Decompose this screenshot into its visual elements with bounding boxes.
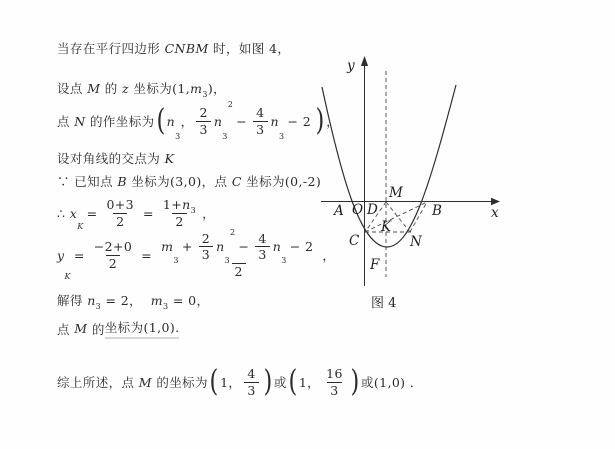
operator: = xyxy=(73,247,85,263)
big-fraction xyxy=(158,227,319,280)
math-run: K xyxy=(164,150,175,166)
superscript: 2 xyxy=(227,100,234,109)
solution-line-4 xyxy=(57,149,174,167)
subscript: 3 xyxy=(278,132,285,141)
math-run: M xyxy=(87,80,101,96)
figure-caption: 图 4 xyxy=(371,296,397,311)
text-run: 综上所述，点 xyxy=(57,375,139,390)
fraction-denominator: 2 xyxy=(172,213,186,230)
math-run: m xyxy=(161,238,174,254)
fraction-denominator: 2 xyxy=(232,263,246,280)
right-paren: ) xyxy=(350,364,360,399)
solution-line-7 xyxy=(57,227,336,281)
point-label-M: M xyxy=(389,185,403,201)
math-run: n xyxy=(182,196,191,212)
fraction xyxy=(160,197,199,229)
operator: + xyxy=(181,238,193,254)
text-run: 或(1,0) xyxy=(360,375,406,390)
fraction-numerator xyxy=(160,197,199,213)
text-run: 设点 xyxy=(57,81,88,96)
fraction xyxy=(91,239,135,271)
text-run: 时，如图 4， xyxy=(208,41,291,56)
math-run: M xyxy=(74,321,88,336)
fraction-denominator: 2 xyxy=(113,213,127,230)
math-run: CNBM xyxy=(164,40,209,56)
text-run: 解得 xyxy=(57,293,88,308)
math-run: z xyxy=(122,80,130,96)
parabola-diagram xyxy=(313,50,513,318)
operator: = xyxy=(86,205,98,221)
point-label-C: C xyxy=(349,233,360,249)
text-run: ， xyxy=(322,248,336,263)
text-run: 坐标为(3,0)，点 xyxy=(126,174,232,189)
point-label-N: N xyxy=(410,234,422,250)
subscript: K xyxy=(77,222,84,231)
fraction xyxy=(255,231,269,263)
fraction-numerator: 0+3 xyxy=(106,196,135,212)
fraction-numerator: 16 xyxy=(326,365,343,381)
fraction-denominator: 3 xyxy=(327,382,341,399)
left-paren: ( xyxy=(156,103,166,138)
text-run: − 2 xyxy=(287,113,312,129)
text-run: 点 xyxy=(57,321,75,337)
text-run: 坐标为(1, xyxy=(129,81,191,96)
point-label-B: B xyxy=(432,203,442,219)
operator: = xyxy=(141,247,153,263)
text-run: = 0， xyxy=(168,293,210,308)
math-run: x xyxy=(69,205,78,221)
solution-line-3 xyxy=(57,100,340,141)
text-run: )， xyxy=(207,81,227,96)
text-run: 点 xyxy=(57,114,75,129)
solution-line-10 xyxy=(57,364,423,400)
left-paren: ( xyxy=(209,364,219,399)
subscript: 3 xyxy=(173,255,179,265)
fraction xyxy=(196,105,210,137)
subscript: 3 xyxy=(175,132,181,141)
point-label-A: A xyxy=(334,203,344,219)
math-run: B xyxy=(117,173,127,189)
fraction-numerator: 2 xyxy=(201,230,211,246)
text-run: 的作坐标为 xyxy=(85,114,155,129)
point-label-D: D xyxy=(367,202,378,218)
fraction-numerator xyxy=(158,227,319,265)
figure-4 xyxy=(313,50,513,322)
math-run: n xyxy=(270,113,279,129)
solution-line-1 xyxy=(57,39,290,57)
point-label-F: F xyxy=(370,257,380,273)
text-run: ， xyxy=(180,114,194,129)
text-run: 1， xyxy=(298,375,321,390)
math-run: y xyxy=(57,247,65,263)
y-axis-arrow-icon xyxy=(361,56,368,66)
text-run: ， xyxy=(202,206,216,221)
operator: − 2 xyxy=(289,238,314,254)
text-run: 1+ xyxy=(162,196,183,212)
fraction-denominator: 2 xyxy=(106,255,120,272)
fraction-denominator: 3 xyxy=(253,121,267,138)
text-run: 的坐标为 xyxy=(151,375,208,390)
math-run: n xyxy=(87,292,96,308)
fraction-numerator: −2+0 xyxy=(93,238,133,254)
fraction-denominator: 3 xyxy=(244,382,258,399)
math-run: n xyxy=(213,113,223,129)
solution-line-9 xyxy=(57,318,179,339)
subscript: K xyxy=(64,272,71,281)
math-run: n xyxy=(272,238,282,254)
math-run: n xyxy=(166,113,176,129)
math-run: m xyxy=(190,80,203,96)
subscript: 3 xyxy=(190,205,197,215)
solution-line-8 xyxy=(57,291,209,309)
solution-line-5 xyxy=(57,172,321,190)
text-run: ∵ 已知点 xyxy=(57,174,118,189)
axis-label-x: x xyxy=(491,205,499,221)
operator: = xyxy=(143,205,154,221)
right-paren: ) xyxy=(315,103,325,138)
text-run: ∴ xyxy=(57,205,70,221)
subscript: 3 xyxy=(222,132,228,141)
subscript: 3 xyxy=(95,302,102,311)
underlined-text: 坐标为(1,0). xyxy=(105,318,180,339)
axis-label-y: y xyxy=(347,58,355,74)
text-run: 设对角线的交点为 xyxy=(57,151,165,166)
text-run: 当存在平行四边形 xyxy=(57,41,165,56)
fraction xyxy=(244,366,258,398)
text-run: ， xyxy=(326,114,340,129)
fraction xyxy=(103,197,137,229)
fraction-numerator: 4 xyxy=(247,365,256,381)
text-run: 1， xyxy=(220,375,242,390)
operator: − xyxy=(236,113,248,129)
right-paren: ) xyxy=(263,364,273,399)
point-label-K: K xyxy=(381,219,392,235)
fraction xyxy=(253,105,267,137)
subscript: 3 xyxy=(224,255,231,265)
math-run: m xyxy=(150,292,164,308)
left-paren: ( xyxy=(288,364,298,399)
math-run: C xyxy=(231,173,242,189)
superscript: 2 xyxy=(230,227,236,237)
text-run: 坐标为(0,-2) xyxy=(241,174,322,189)
fraction xyxy=(199,231,213,263)
fraction xyxy=(323,366,346,398)
solution-line-2 xyxy=(57,79,226,97)
fraction-denominator: 3 xyxy=(255,246,269,263)
math-run: n xyxy=(216,238,225,254)
solution-line-6 xyxy=(57,197,215,229)
subscript: 3 xyxy=(163,302,169,311)
fraction-denominator: 3 xyxy=(196,121,210,138)
fraction-numerator: 4 xyxy=(256,104,265,120)
fraction-numerator: 4 xyxy=(258,230,267,246)
point-label-O: O xyxy=(352,202,364,218)
subscript: 3 xyxy=(281,255,287,265)
operator: − xyxy=(238,238,250,254)
fraction-numerator: 2 xyxy=(199,104,208,120)
text-run: 的 xyxy=(100,81,123,96)
fraction-denominator: 3 xyxy=(199,246,213,263)
text-run: 的 xyxy=(87,321,105,337)
subscript: 3 xyxy=(202,90,208,99)
text-run: = 2， xyxy=(101,293,151,308)
text-run: 或 xyxy=(273,375,287,390)
math-run: M xyxy=(138,374,152,390)
text-run: ． xyxy=(405,375,423,390)
math-run: N xyxy=(74,113,86,129)
